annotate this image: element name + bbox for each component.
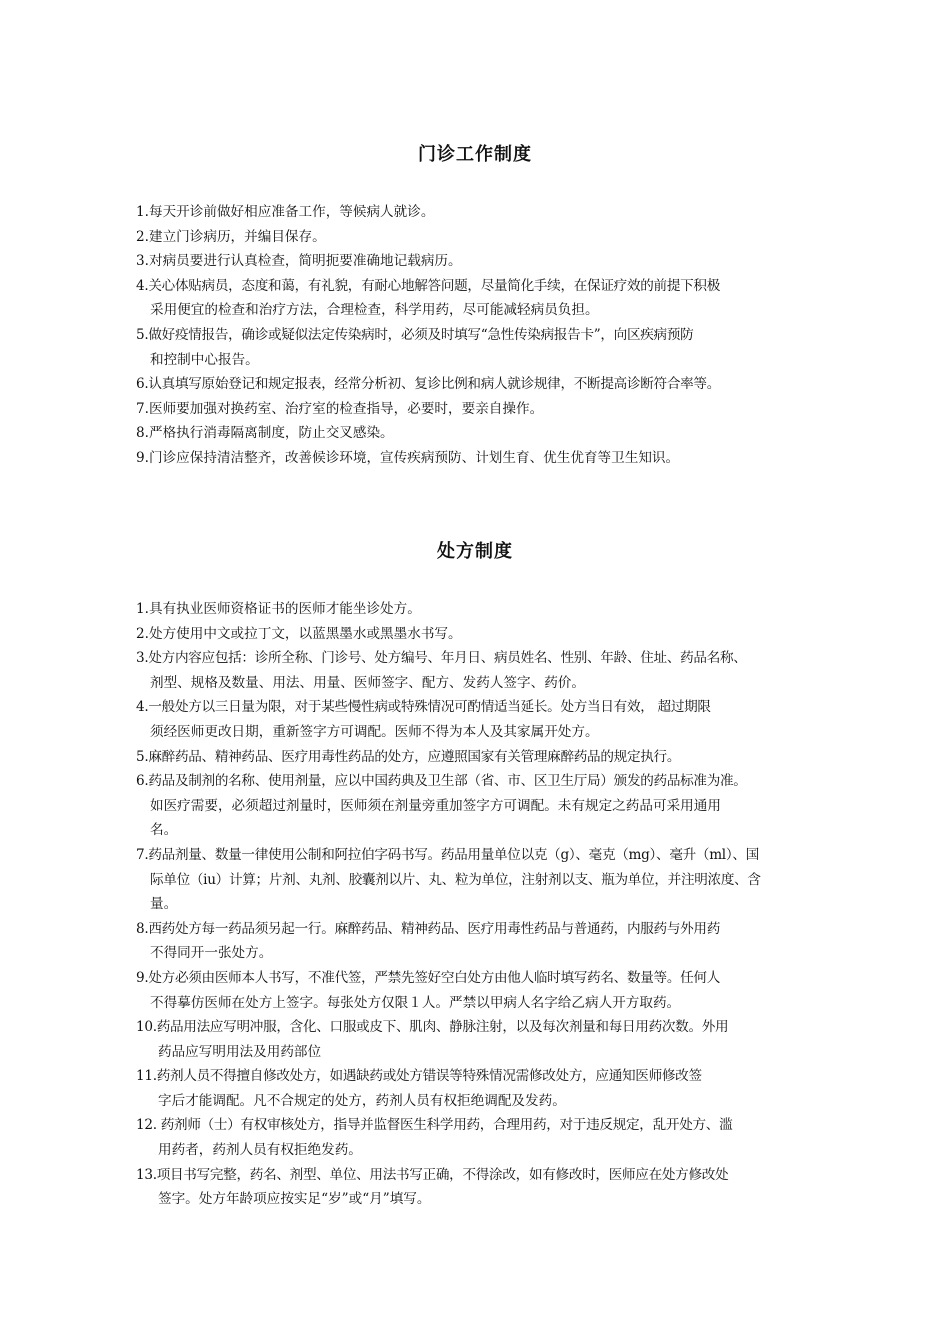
rule-item xyxy=(136,1113,826,1162)
rule-item xyxy=(136,1163,826,1212)
rule-line: 字后才能调配。凡不合规定的处方，药剂人员有权拒绝调配及发药。 xyxy=(158,1092,566,1109)
rule-line: 1.每天开诊前做好相应准备工作，等候病人就诊。 xyxy=(136,204,435,220)
rule-line: 采用便宜的检查和治疗方法，合理检查，科学用药，尽可能减轻病员负担。 xyxy=(150,302,599,319)
rule-line: 2.建立门诊病历，并编目保存。 xyxy=(136,228,326,245)
rule-line: 如医疗需要，必须超过剂量时，医师须在剂量旁重加签字方可调配。未有规定之药品可采用通用 xyxy=(150,797,721,814)
rule-line: 9.处方必须由医师本人书写，不准代签，严禁先签好空白处方由他人临时填写药名、数量等。任何人 xyxy=(136,969,720,986)
rule-item xyxy=(136,372,826,397)
rule-item xyxy=(136,597,826,622)
rule-line: 4.关心体贴病员，态度和蔼，有礼貌，有耐心地解答问题，尽量简化手续，在保证疗效的前提下积极 xyxy=(136,277,720,294)
rule-item xyxy=(136,917,826,966)
rule-line: 不得同开一张处方。 xyxy=(150,945,273,962)
rule-line: 名。 xyxy=(150,822,178,839)
rule-item xyxy=(136,249,826,274)
rule-line: 6.药品及制剂的名称、使用剂量，应以中国药典及卫生部（省、市、区卫生厅局）颁发的药品标准为准。 xyxy=(136,773,747,790)
prescription-rules-list xyxy=(136,597,826,1212)
rule-item xyxy=(136,769,826,843)
rule-item xyxy=(136,745,826,770)
rule-line: 1.具有执业医师资格证书的医师才能坐诊处方。 xyxy=(136,601,421,617)
rule-line: 不得摹仿医师在处方上签字。每张处方仅限１人。严禁以甲病人名字给乙病人开方取药。 xyxy=(150,994,681,1011)
rule-item xyxy=(136,200,826,225)
rule-line: 5.麻醉药品、精神药品、医疗用毒性药品的处方，应遵照国家有关管理麻醉药品的规定执行。 xyxy=(136,748,681,765)
rule-line: 11.药剂人员不得擅自修改处方，如遇缺药或处方错误等特殊情况需修改处方，应通知医师修改签 xyxy=(136,1068,702,1085)
section-title-prescription: 处方制度 xyxy=(437,541,513,562)
rule-item xyxy=(136,622,826,647)
rule-line: 和控制中心报告。 xyxy=(150,351,259,368)
rule-line: 3.对病员要进行认真检查，简明扼要准确地记载病历。 xyxy=(136,253,462,270)
rule-line: 用药者，药剂人员有权拒绝发药。 xyxy=(158,1142,362,1159)
rule-item xyxy=(136,274,826,323)
rule-line: 7.药品剂量、数量一律使用公制和阿拉伯字码书写。药品用量单位以克（g）、毫克（mg）、毫升（ml）、国 xyxy=(136,846,759,863)
rule-item xyxy=(136,225,826,250)
rule-line: 12. 药剂师（士）有权审核处方，指导并监督医生科学用药，合理用药，对于违反规定，乱开处方、滥 xyxy=(136,1117,733,1134)
rule-line: 2.处方使用中文或拉丁文，以蓝黑墨水或黑墨水书写。 xyxy=(136,625,462,642)
rule-item xyxy=(136,421,826,446)
rule-line: 8.西药处方每一药品须另起一行。麻醉药品、精神药品、医疗用毒性药品与普通药，内服药与外用药 xyxy=(136,920,720,937)
rule-item xyxy=(136,695,826,744)
rule-line: 须经医师更改日期，重新签字方可调配。医师不得为本人及其家属开处方。 xyxy=(150,723,599,740)
rule-line: 药品应写明用法及用药部位 xyxy=(158,1043,322,1060)
rule-line: 5.做好疫情报告，确诊或疑似法定传染病时，必须及时填写“急性传染病报告卡”，向区疾病预防 xyxy=(136,326,694,343)
rule-line: 6.认真填写原始登记和规定报表，经常分析初、复诊比例和病人就诊规律，不断提高诊断符合率等。 xyxy=(136,376,720,393)
rule-line: 3.处方内容应包括：诊所全称、门诊号、处方编号、年月日、病员姓名、性别、年龄、住址、药品名称、 xyxy=(136,650,747,667)
section-title-outpatient: 门诊工作制度 xyxy=(418,144,532,165)
rule-line: 际单位（iu）计算；片剂、丸剂、胶囊剂以片、丸、粒为单位，注射剂以支、瓶为单位，并注明浓度、含 xyxy=(150,871,761,888)
rule-item xyxy=(136,1064,826,1113)
rule-item xyxy=(136,966,826,1015)
rule-line: 4.一般处方以三日量为限，对于某些慢性病或特殊情况可酌情适当延长。处方当日有效， 超过期限 xyxy=(136,699,711,716)
rule-item xyxy=(136,646,826,695)
rule-line: 9.门诊应保持清洁整齐，改善候诊环境，宣传疾病预防、计划生育、优生优育等卫生知识。 xyxy=(136,449,680,466)
rule-item xyxy=(136,843,826,917)
rule-item xyxy=(136,323,826,372)
rule-item xyxy=(136,397,826,422)
rule-line: 13.项目书写完整，药名、剂型、单位、用法书写正确，不得涂改，如有修改时，医师应在处方修改处 xyxy=(136,1166,729,1183)
outpatient-rules-list xyxy=(136,200,826,471)
rule-line: 量。 xyxy=(150,896,178,913)
rule-item xyxy=(136,446,826,471)
rule-line: 8.严格执行消毒隔离制度，防止交叉感染。 xyxy=(136,425,394,442)
rule-line: 签字。处方年龄项应按实足“岁”或“月”填写。 xyxy=(158,1191,431,1208)
rule-line: 10.药品用法应写明冲服，含化、口服或皮下、肌肉、静脉注射，以及每次剂量和每日用药次数。外用 xyxy=(136,1019,729,1036)
rule-line: 7.医师要加强对换药室、治疗室的检查指导，必要时，要亲自操作。 xyxy=(136,400,544,417)
rule-line: 剂型、规格及数量、用法、用量、医师签字、配方、发药人签字、药价。 xyxy=(150,674,585,691)
rule-item xyxy=(136,1015,826,1064)
